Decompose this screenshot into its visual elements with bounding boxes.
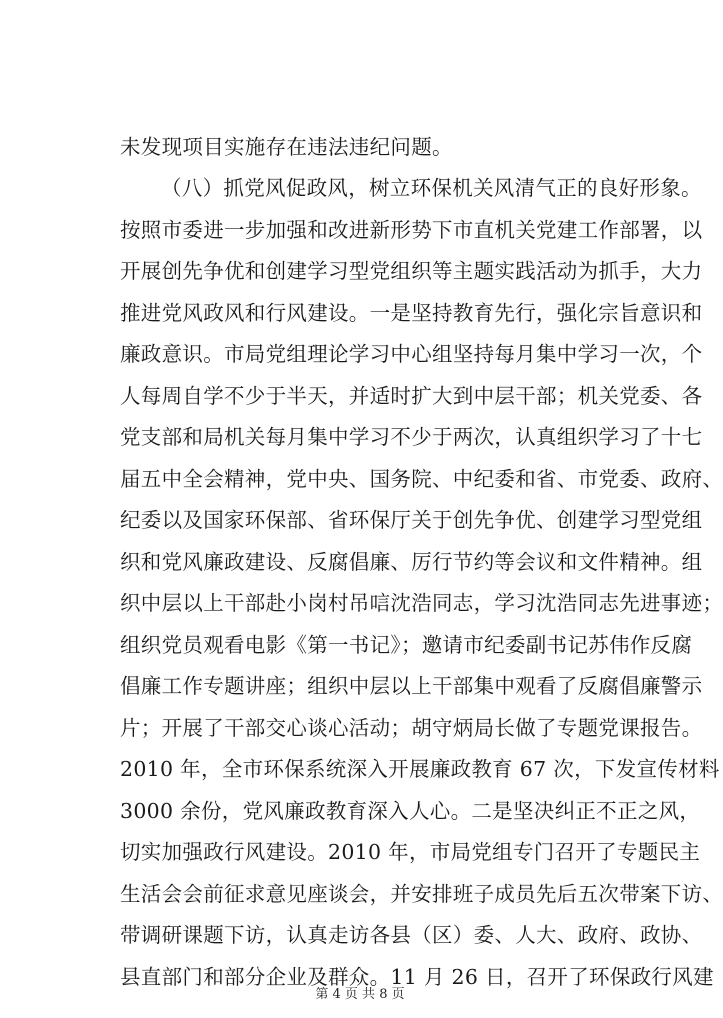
text-line-8: 党支部和局机关每月集中学习不少于两次，认真组织学习了十七 [120, 425, 703, 449]
text-line-7: 人每周自学不少于半天，并适时扩大到中层干部；机关党委、各 [120, 384, 703, 408]
text-line-3: 按照市委进一步加强和改进新形势下市直机关党建工作部署，以 [120, 218, 703, 242]
text-line-15: 片；开展了干部交心谈心活动；胡守炳局长做了专题党课报告。 [120, 716, 703, 740]
text-line-10: 纪委以及国家环保部、省环保厅关于创先争优、创建学习型党组 [120, 508, 703, 532]
text-line-11: 织和党风廉政建设、反腐倡廉、厉行节约等会议和文件精神。组 [120, 550, 703, 574]
text-line-17: 3000 余份，党风廉政教育深入人心。二是坚决纠正不正之风， [120, 799, 701, 823]
text-line-20: 带调研课题下访，认真走访各县（区）委、人大、政府、政协、 [120, 923, 703, 947]
text-line-6: 廉政意识。市局党组理论学习中心组坚持每月集中学习一次，个 [120, 342, 703, 366]
text-line-19: 生活会会前征求意见座谈会，并安排班子成员先后五次带案下访、 [120, 882, 723, 906]
text-line-18: 切实加强政行风建设。2010 年，市局党组专门召开了专题民主 [120, 840, 701, 864]
text-line-9: 届五中全会精神，党中央、国务院、中纪委和省、市党委、政府、 [120, 467, 723, 491]
text-line-1: 未发现项目实施存在违法违纪问题。 [120, 135, 453, 159]
page-footer: 第 4 页 共 8 页 [315, 987, 405, 1002]
text-line-16: 2010 年，全市环保系统深入开展廉政教育 67 次，下发宣传材料 [120, 757, 720, 781]
text-line-14: 倡廉工作专题讲座；组织中层以上干部集中观看了反腐倡廉警示 [120, 674, 703, 698]
text-line-13: 组织党员观看电影《第一书记》；邀请市纪委副书记苏伟作反腐 [120, 633, 693, 657]
text-line-5: 推进党风政风和行风建设。一是坚持教育先行，强化宗旨意识和 [120, 301, 703, 325]
text-line-4: 开展创先争优和创建学习型党组织等主题实践活动为抓手，大力 [120, 259, 703, 283]
text-line-21: 县直部门和部分企业及群众。11 月 26 日，召开了环保政行风建 [120, 965, 714, 989]
text-line-2: （八）抓党风促政风，树立环保机关风清气正的良好形象。 [161, 176, 702, 200]
text-line-12: 织中层以上干部赴小岗村吊唁沈浩同志，学习沈浩同志先进事迹； [120, 591, 723, 615]
